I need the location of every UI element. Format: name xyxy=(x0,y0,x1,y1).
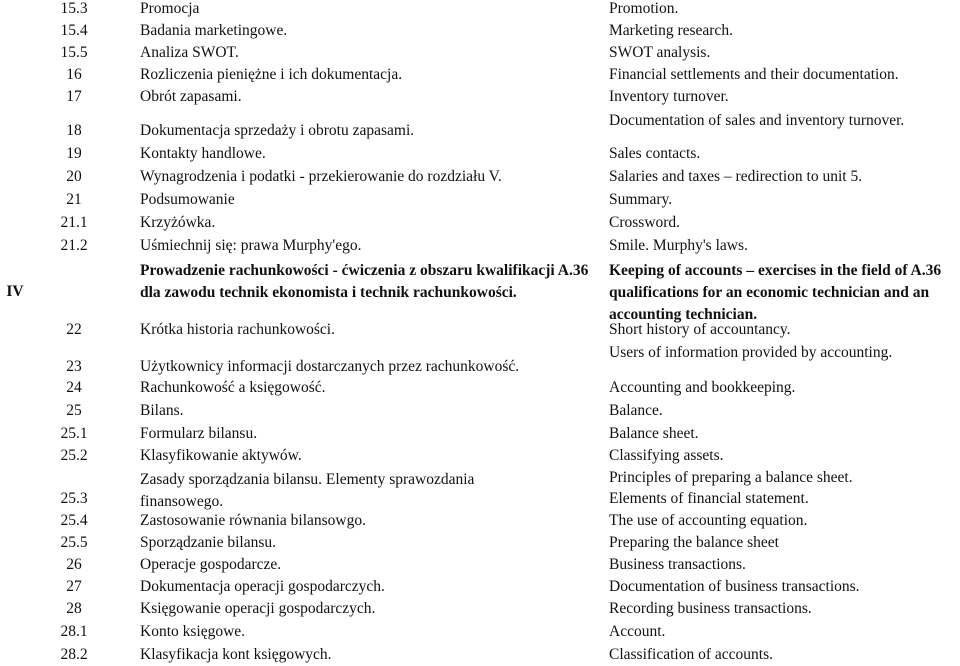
item-number: 20 xyxy=(66,168,82,185)
item-title-pl: Sporządzanie bilansu. xyxy=(140,534,277,551)
item-number: 25.5 xyxy=(60,534,88,551)
item-title-pl: Konto księgowe. xyxy=(140,623,246,640)
item-number: 15.4 xyxy=(60,22,88,39)
item-title-en: Recording business transactions. xyxy=(609,600,812,617)
item-title-en: Classification of accounts. xyxy=(609,646,773,663)
item-title-en: SWOT analysis. xyxy=(609,44,711,61)
item-title-en: Principles of preparing a balance sheet. xyxy=(609,469,853,486)
item-title-en: Summary. xyxy=(609,191,673,208)
item-title-pl: Formularz bilansu. xyxy=(140,425,258,442)
item-number: 21.1 xyxy=(60,214,88,231)
item-title-pl: Analiza SWOT. xyxy=(140,44,239,61)
item-title-pl: Klasyfikacja kont księgowych. xyxy=(140,646,332,663)
item-title-en: Promotion. xyxy=(609,0,679,17)
item-number: 28 xyxy=(66,600,82,617)
item-number: 25 xyxy=(66,402,82,419)
section-title-en: Keeping of accounts – exercises in the field of A.36 qualifications for an economic technician and an accounting technician. xyxy=(609,262,942,323)
item-number: 28.2 xyxy=(60,646,88,663)
item-title-pl: Krótka historia rachunkowości. xyxy=(140,321,335,338)
item-title-pl: Zasady sporządzania bilansu. Elementy sprawozdania finansowego. xyxy=(140,471,475,510)
item-number: 15.5 xyxy=(60,44,88,61)
item-title-pl: Bilans. xyxy=(140,402,184,419)
item-title-en: Documentation of business transactions. xyxy=(609,578,860,595)
item-number: 21.2 xyxy=(60,237,88,254)
item-title-en: Balance sheet. xyxy=(609,425,699,442)
item-number: 17 xyxy=(66,88,82,105)
item-number: 25.2 xyxy=(60,447,88,464)
item-title-pl: Wynagrodzenia i podatki - przekierowanie do rozdziału V. xyxy=(140,168,502,185)
item-title-en: Classifying assets. xyxy=(609,447,724,464)
item-title-en: The use of accounting equation. xyxy=(609,512,808,529)
item-number: 16 xyxy=(66,66,82,83)
item-title-pl: Dokumentacja sprzedaży i obrotu zapasami. xyxy=(140,122,415,139)
item-number: 25.3 xyxy=(60,490,88,507)
item-title-pl: Zastosowanie równania bilansowgo. xyxy=(140,512,366,529)
item-title-en: Marketing research. xyxy=(609,22,733,39)
item-title-pl: Księgowanie operacji gospodarczych. xyxy=(140,600,376,617)
item-title-pl: Rachunkowość a księgowość. xyxy=(140,379,326,396)
item-title-en: Short history of accountancy. xyxy=(609,321,791,338)
item-number: 28.1 xyxy=(60,623,88,640)
item-title-pl: Klasyfikowanie aktywów. xyxy=(140,447,302,464)
item-title-en: Business transactions. xyxy=(609,556,746,573)
item-number: 25.1 xyxy=(60,425,88,442)
item-title-en: Inventory turnover. xyxy=(609,88,729,105)
item-title-en: Account. xyxy=(609,623,666,640)
item-title-pl: Obrót zapasami. xyxy=(140,88,242,105)
item-title-en: Smile. Murphy's laws. xyxy=(609,237,748,254)
item-number: 15.3 xyxy=(60,0,88,17)
item-number: 21 xyxy=(66,191,82,208)
item-title-pl: Rozliczenia pieniężne i ich dokumentacja. xyxy=(140,66,403,83)
item-number: 23 xyxy=(66,358,82,375)
item-title-pl: Uśmiechnij się: prawa Murphy'ego. xyxy=(140,237,362,254)
item-title-pl: Promocja xyxy=(140,0,200,17)
item-title-en: Accounting and bookkeeping. xyxy=(609,379,796,396)
item-number: 18 xyxy=(66,122,82,139)
item-title-pl: Kontakty handlowe. xyxy=(140,145,266,162)
item-title-en: Preparing the balance sheet xyxy=(609,534,779,551)
item-number: 22 xyxy=(66,321,82,338)
item-number: 27 xyxy=(66,578,82,595)
item-title-en: Users of information provided by accounting. xyxy=(609,344,893,361)
item-title-pl: Dokumentacja operacji gospodarczych. xyxy=(140,578,385,595)
item-title-pl: Krzyżówka. xyxy=(140,214,216,231)
item-title-en: Financial settlements and their documentation. xyxy=(609,66,899,83)
item-title-pl: Podsumowanie xyxy=(140,191,235,208)
item-title-pl: Badania marketingowe. xyxy=(140,22,288,39)
item-title-en: Documentation of sales and inventory turnover. xyxy=(609,112,905,129)
item-number: 26 xyxy=(66,556,82,573)
item-title-en: Sales contacts. xyxy=(609,145,701,162)
section-label: IV xyxy=(6,283,24,300)
item-title-en: Balance. xyxy=(609,402,663,419)
section-title-pl: Prowadzenie rachunkowości - ćwiczenia z obszaru kwalifikacji A.36 dla zawodu technik ekonomista i technik rachunkowości. xyxy=(140,262,589,301)
item-title-pl: Użytkownicy informacji dostarczanych przez rachunkowość. xyxy=(140,358,520,375)
item-number: 19 xyxy=(66,145,82,162)
item-title-pl: Operacje gospodarcze. xyxy=(140,556,282,573)
item-title-en: Salaries and taxes – redirection to unit 5. xyxy=(609,168,863,185)
item-title-en-extra: Elements of financial statement. xyxy=(609,490,809,507)
item-number: 25.4 xyxy=(60,512,88,529)
item-number: 24 xyxy=(66,379,82,396)
item-title-en: Crossword. xyxy=(609,214,681,231)
